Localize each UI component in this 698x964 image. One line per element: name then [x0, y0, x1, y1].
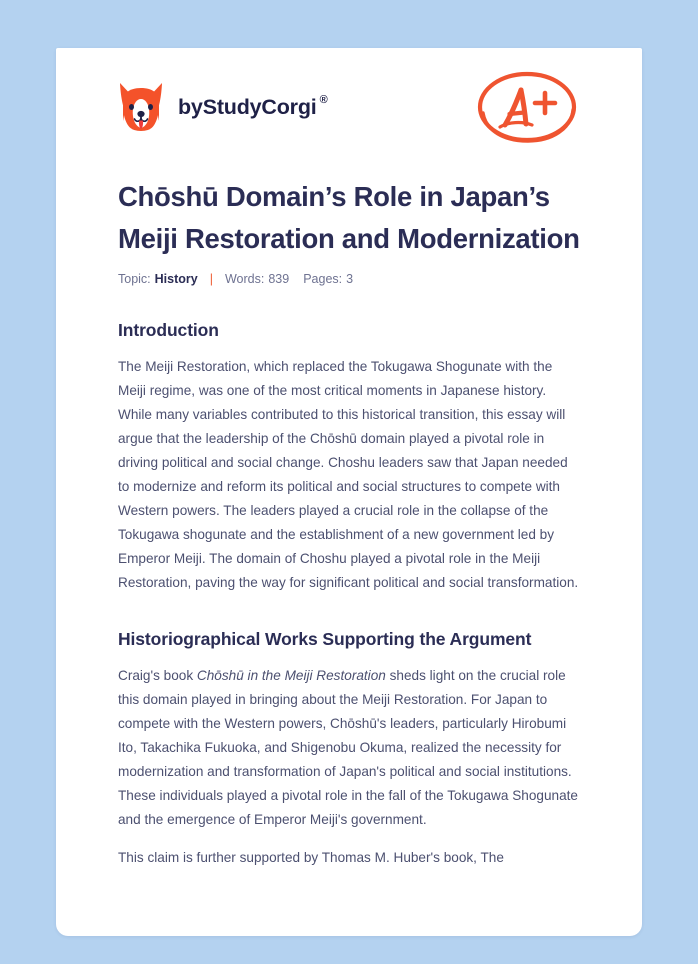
- meta-topic-label: Topic:: [118, 272, 151, 286]
- document-meta: [118, 272, 580, 286]
- meta-pages-label: Pages:: [303, 272, 343, 286]
- meta-separator: |: [209, 272, 213, 286]
- brand-lockup[interactable]: [118, 81, 327, 133]
- meta-words-label: Words:: [224, 272, 265, 286]
- meta-words-value: 839: [268, 272, 290, 286]
- a-plus-badge-icon: [474, 65, 580, 149]
- section-paragraph-truncated: This claim is further supported by Thomas M. Huber's book, The: [118, 850, 504, 865]
- brand-name: [178, 95, 327, 120]
- document-sheet: [56, 48, 642, 936]
- paragraph-lead-text: Craig's book: [118, 668, 197, 683]
- book-title-italic: Chōshū in the Meiji Restoration: [196, 668, 386, 683]
- section-heading-introduction: Introduction: [118, 320, 219, 340]
- section-paragraph: The Meiji Restoration, which replaced the Tokugawa Shogunate with the Meiji regime, was one of the most critical moments in Japanese history. While many variables contributed to this historical transition, this essay will argue that the leadership of the Chōshū domain played a pivotal role in driving political and social change. Choshu leaders saw that Japan needed to modernize and reform its political and social structures to compete with Western powers. The leaders played a crucial role in the collapse of the Tokugawa shogunate and the establishment of a new government led by Emperor Meiji. The domain of Choshu played a pivotal role in the Meiji Restoration, paving the way for significant political and social transformation.: [118, 359, 579, 590]
- section-paragraph: [118, 664, 580, 832]
- document-header: [118, 48, 580, 152]
- brand-studycorgi: StudyCorgi: [202, 94, 317, 119]
- paragraph-rest-text: sheds light on the crucial role this domain played in bringing about the Meiji Restoration. For Japan to compete with the Western powers, Chōshū's leaders, particularly Hirobumi Ito, Takachika Fukuoka, and Shigenobu Okuma, realized the necessity for modernization and transformation of Japan's political and social institutions. These individuals played a pivotal role in the fall of the Tokugawa Shogunate and the emergence of Emperor Meiji's government.: [118, 668, 578, 827]
- meta-pages-value: 3: [346, 272, 354, 286]
- section-heading-historiographical-works: Historiographical Works Supporting the Argument: [118, 629, 532, 649]
- brand-prefix: by: [178, 94, 203, 119]
- registered-trademark-icon: ®: [319, 93, 328, 106]
- corgi-face-icon: [118, 81, 164, 133]
- page-title: Chōshū Domain’s Role in Japan’s Meiji Restoration and Modernization: [118, 181, 580, 254]
- meta-topic-value[interactable]: History: [154, 272, 198, 286]
